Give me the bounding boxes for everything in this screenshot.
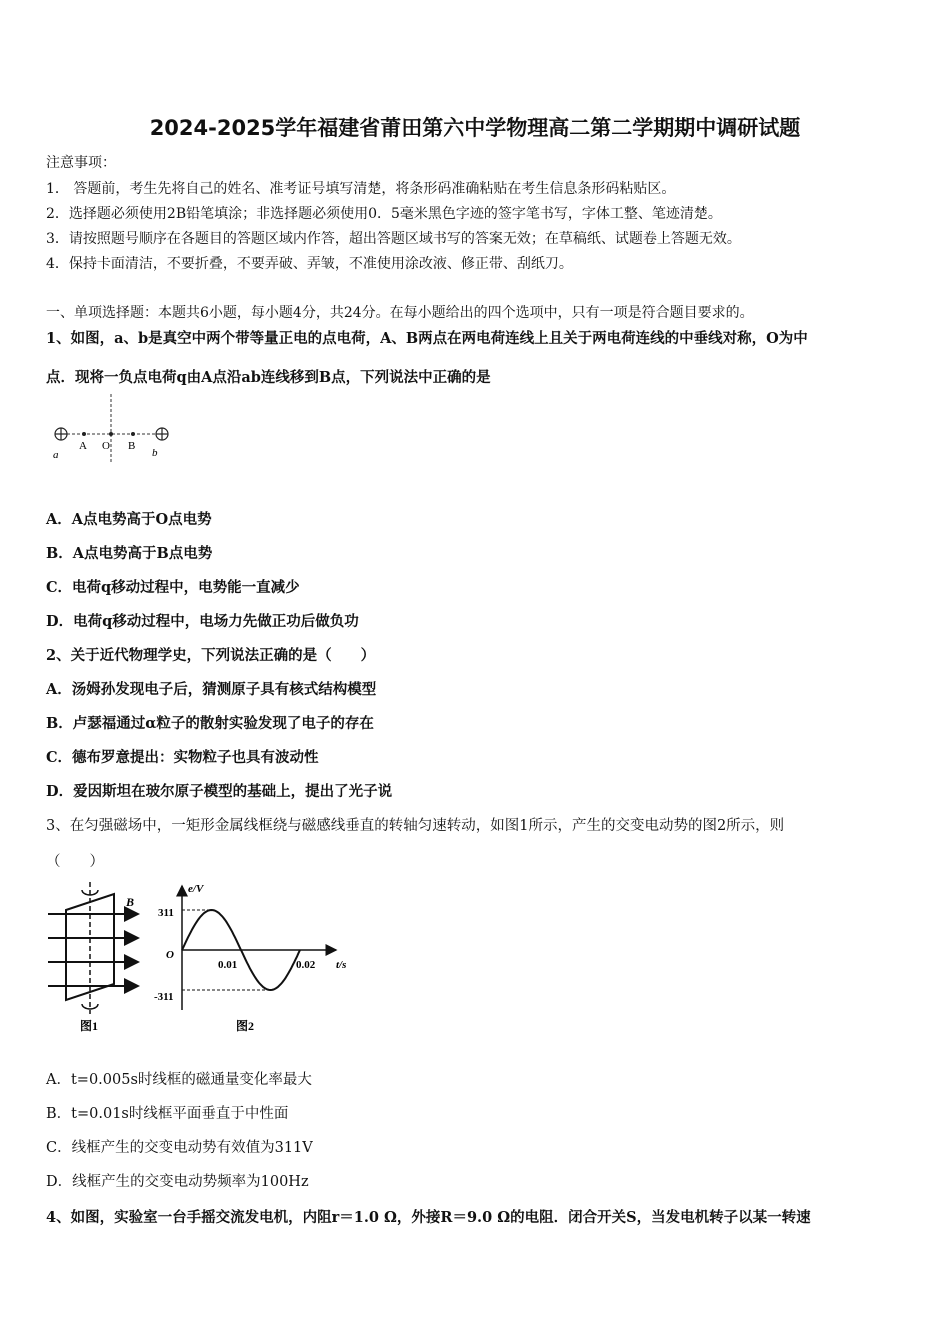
point-A-dot — [82, 432, 86, 436]
y-axis-label: e/V — [188, 883, 204, 895]
q3-option-b: B．t=0.01s时线框平面垂直于中性面 — [46, 1106, 289, 1122]
q3-figure-2 — [150, 880, 360, 1038]
label-B: B — [128, 440, 136, 452]
q1-option-d: D．电荷q移动过程中，电场力先做正功后做负功 — [46, 613, 359, 630]
q3-figure-1 — [44, 880, 154, 1038]
q2-option-d: D．爱因斯坦在玻尔原子模型的基础上，提出了光子说 — [46, 783, 393, 800]
q2-option-b: B．卢瑟福通过α粒子的散射实验发现了电子的存在 — [46, 715, 374, 732]
origin-label: O — [166, 949, 174, 961]
q3-option-a: A．t=0.005s时线框的磁通量变化率最大 — [46, 1072, 312, 1088]
q1-option-a: A．A点电势高于O点电势 — [46, 511, 212, 528]
section-heading: 一、单项选择题：本题共6小题，每小题4分，共24分。在每小题给出的四个选项中，只有一项是符合题目要求的。 — [46, 305, 754, 321]
t2-tick: 0.02 — [296, 959, 316, 971]
label-b: b — [152, 447, 158, 459]
note-item-3: 3．请按照题号顺序在各题目的答题区域内作答，超出答题区域书写的答案无效；在草稿纸、试题卷上答题无效。 — [46, 231, 741, 247]
q4-stem-line1: 4、如图，实验室一台手摇交流发电机，内阻r＝1.0 Ω，外接R＝9.0 Ω的电阻．闭合开关S，当发电机转子以某一转速 — [46, 1209, 811, 1226]
label-O: O — [102, 440, 110, 452]
q2-option-a: A．汤姆孙发现电子后，猜测原子具有核式结构模型 — [46, 681, 377, 698]
label-A: A — [79, 440, 87, 452]
q1-option-b: B．A点电势高于B点电势 — [46, 545, 213, 562]
y-max-tick: 311 — [158, 907, 174, 919]
q1-stem-line2: 点．现将一负点电荷q由A点沿ab连线移到B点，下列说法中正确的是 — [46, 369, 491, 386]
notes-heading: 注意事项： — [46, 155, 116, 171]
x-axis-label: t/s — [336, 959, 347, 971]
point-O-dot — [109, 432, 113, 436]
q3-stem-line2: （ ） — [46, 854, 104, 870]
fig2-caption: 图2 — [236, 1019, 255, 1033]
y-min-tick: -311 — [154, 991, 174, 1003]
note-item-2: 2．选择题必须使用2B铅笔填涂；非选择题必须使用0．5毫米黑色字迹的签字笔书写，字体工整、笔迹清楚。 — [46, 206, 722, 222]
point-B-dot — [131, 432, 135, 436]
label-a: a — [53, 449, 59, 461]
q3-option-d: D．线框产生的交变电动势频率为100Hz — [46, 1174, 309, 1190]
q2-stem: 2、关于近代物理学史，下列说法正确的是（ ） — [46, 647, 376, 664]
charge-b-icon — [156, 428, 168, 440]
q1-option-c: C．电荷q移动过程中，电势能一直减少 — [46, 579, 300, 596]
q1-charge-figure — [48, 392, 178, 462]
q2-option-c: C．德布罗意提出：实物粒子也具有波动性 — [46, 749, 319, 766]
charge-a-icon — [55, 428, 67, 440]
q1-stem-line1: 1、如图，a、b是真空中两个带等量正电的点电荷，A、B两点在两电荷连线上且关于两电荷连线的中垂线对称，O为中 — [46, 330, 808, 347]
field-label-B: B — [126, 895, 135, 909]
note-item-1: 1． 答题前，考生先将自己的姓名、准考证号填写清楚，将条形码准确粘贴在考生信息条形码粘贴区。 — [46, 181, 676, 197]
t1-tick: 0.01 — [218, 959, 238, 971]
q3-stem-line1: 3、在匀强磁场中，一矩形金属线框绕与磁感线垂直的转轴匀速转动，如图1所示，产生的交变电动势的图2所示，则 — [46, 818, 785, 834]
q3-option-c: C．线框产生的交变电动势有效值为311V — [46, 1140, 313, 1156]
page-title: 2024-2025学年福建省莆田第六中学物理高二第二学期期中调研试题 — [149, 116, 801, 140]
note-item-4: 4．保持卡面清洁，不要折叠，不要弄破、弄皱，不准使用涂改液、修正带、刮纸刀。 — [46, 256, 573, 272]
fig1-caption: 图1 — [80, 1019, 99, 1033]
